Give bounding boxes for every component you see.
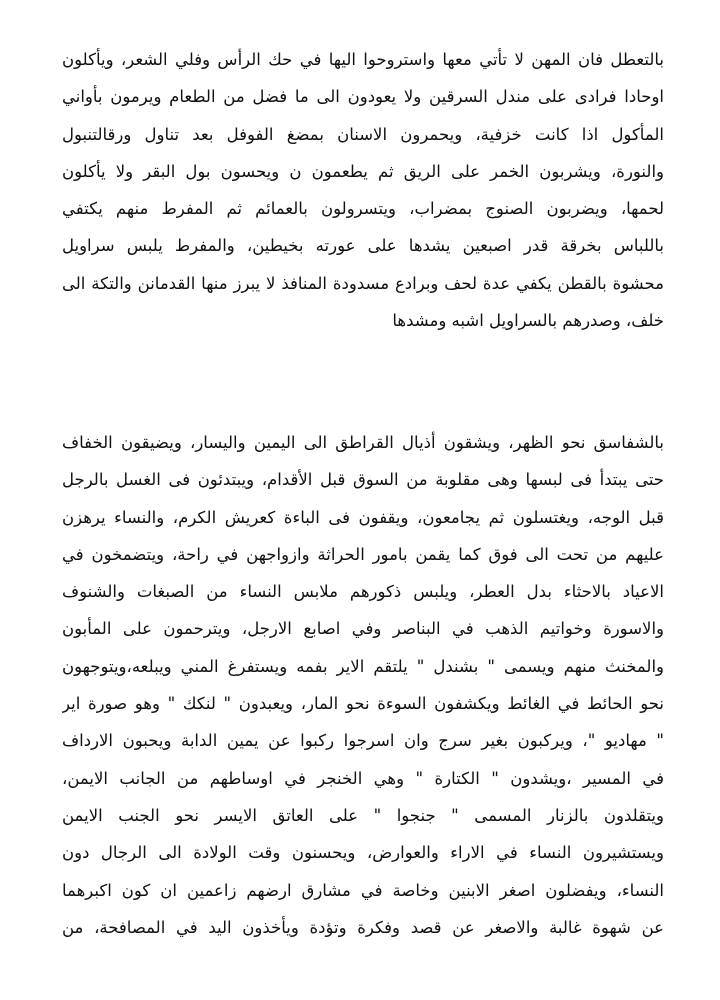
text-line: النساء، ويفضلون اصغر الابنين وخاصة في مشارق ارضهم زاعمين ان كون اكبرهما: [62, 880, 664, 900]
text-line: محشوة بالقطن يكفي عدة لحف وبرادع مسدودة المنافذ لا يبرز منها القدمانن والتكة الى: [62, 273, 664, 293]
text-line: والمخنث منهم ويسمى " بشندل " يلتقم الاير بفمه ويستفرغ المني ويبلعه،ويتوجهون: [62, 656, 664, 676]
text-line: الاعياد بالاحثاء بدل العطر، ويلبس ذكورهم ملابس النساء من الصبغات والشنوف: [62, 582, 664, 602]
paragraph-2: [62, 424, 664, 946]
text-line: خلف، وصدرهم بالسراويل اشبه ومشدها: [392, 311, 664, 331]
paragraph-1: [62, 41, 664, 339]
text-line: والنورة، ويشربون الخمر على الريق ثم يطعمون ن ويحسون بول البقر ولا يأكلون: [62, 161, 664, 181]
text-line: بالتعطل فان المهن لا تأتي معها واستروحوا اليها في حك الرأس وفلي الشعر، ويأكلون: [62, 50, 664, 69]
text-line: ويتقلدون بالزنار المسمى " جنجوا " على العاتق الايسر نحو الجنب الايمن: [62, 805, 664, 825]
text-line: في المسير ،ويشدون " الكتارة " وهي الخنجر في اوساطهم من الجانب الايمن،: [62, 768, 664, 788]
text-line: عن شهوة غالبة والاصغر عن قصد وفكرة وتؤدة ويأخذون اليد في المصافحة، من: [62, 917, 664, 937]
text-line: اوحادا فرادى على مندل السرقين ولا يعودون الى ما فضل من الطعام ويرمون بأواني: [62, 87, 664, 107]
text-line: نحو الحائط في الغائط ويكشفون السوءة نحو المار، ويعبدون " لنكك " وهو صورة اير: [62, 694, 664, 714]
text-line: ويستشيرون النساء في الاراء والعوارض، ويحسنون وقت الولادة الى الرجال دون: [62, 843, 664, 863]
text-line: لحمها، ويضربون الصنوج بمضراب، ويتسرولون بالعمائم ثم المفرط منهم يكتفي: [62, 199, 664, 219]
text-line: عليهم من تحت الى فوق كما يقمن بامور الحراثة وازواجهن في راحة، ويتضمخون في: [62, 544, 664, 564]
text-line: بالشفاسق نحو الظهر، ويشقون أذيال القراطق الى اليمين واليسار، ويضيقون الخفاف: [62, 433, 664, 452]
text-line: قبل الوجه، ويغتسلون ثم يجامعون، ويقفون فى الباءة كعريش الكرم، والنساء يرهزن: [62, 507, 664, 527]
text-line: حتى يبتدأ فى لبسها وهى مقلوبة من السوق قبل الأقدام، ويبتدئون فى الغسل بالرجل: [62, 470, 664, 490]
text-line: باللباس بخرقة قدر اصبعين يشدها على عورته بخيطين، والمفرط يلبس سراويل: [62, 236, 664, 256]
text-line: " مهاديو "، ويركبون بغير سرج وان اسرجوا ركبوا عن يمين الدابة ويحبون الارداف: [62, 731, 664, 751]
text-line: والاسورة وخواتيم الذهب في البناصر وفي اصابع الارجل، ويترحمون على المأبون: [62, 619, 664, 639]
text-line: المأكول اذا كانت خزفية، ويحمرون الاسنان بمضغ الفوفل بعد تناول ورقالتنبول: [62, 124, 664, 144]
